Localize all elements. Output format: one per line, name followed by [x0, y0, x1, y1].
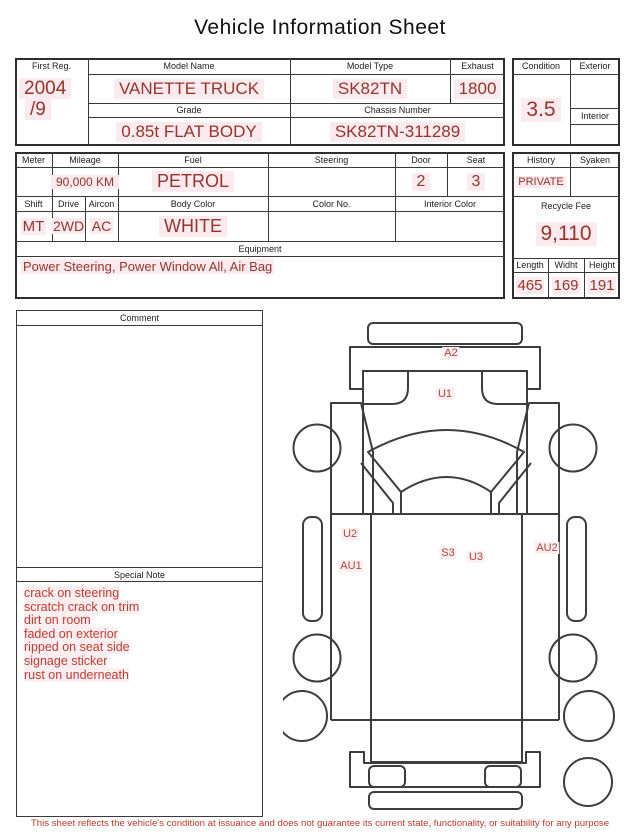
model-name-label: Model Name [163, 61, 215, 71]
damage-marker-a2: A2 [444, 347, 458, 359]
exhaust-value: 1800 [450, 74, 505, 103]
damage-marker-au2: AU2 [536, 542, 558, 554]
damage-marker-au1: AU1 [340, 560, 362, 572]
tailgate-shape [371, 720, 522, 762]
tail-light-left-shape [369, 766, 405, 787]
fuel-label: Fuel [184, 154, 202, 165]
special-note-line: faded on exterior [24, 626, 118, 641]
length-label: Length [516, 260, 544, 270]
damage-marker-u2: U2 [342, 528, 358, 540]
height-label: Height [588, 260, 615, 270]
exhaust-label: Exhaust [461, 61, 494, 71]
special-note-line: rust on underneath [24, 667, 129, 682]
condition-label: Condition [521, 61, 561, 71]
seat-label: Seat [466, 154, 486, 165]
spare-tire [564, 758, 612, 806]
steering-label: Steering [314, 154, 349, 165]
special-note-list [24, 587, 256, 682]
comment-label: Comment [119, 313, 159, 323]
exterior-label: Exterior [579, 61, 611, 71]
model-type-value: SK82TN [290, 74, 450, 103]
recycle-fee-value: 9,110 [512, 213, 620, 255]
damage-marker-u1: U1 [437, 388, 453, 400]
width-label: Widht [554, 260, 578, 270]
history-label: History [526, 154, 555, 165]
door-value: 2 [395, 167, 447, 196]
height-value: 191 [589, 277, 615, 294]
condition-value: 3.5 [512, 74, 570, 146]
body-frame-lines [331, 514, 559, 720]
seat-value: 3 [447, 167, 505, 196]
model-type-label: Model Type [346, 61, 394, 71]
grade-label: Grade [176, 105, 202, 115]
first-reg-year: 2004 [19, 78, 71, 99]
front-wheel-left [294, 425, 341, 472]
interior-color-value [395, 211, 505, 241]
first-reg-value [19, 78, 85, 120]
syaken-label: Syaken [579, 154, 611, 165]
length-value: 465 [517, 277, 543, 294]
cab-corner-right-shape [482, 371, 527, 404]
aircon-label: Aircon [88, 198, 115, 209]
interior-value [570, 124, 620, 146]
bed-shape [371, 514, 522, 720]
special-note-line: ripped on seat side [24, 640, 130, 655]
special-note-line: crack on steering [24, 586, 120, 600]
rear-wheel-left-1 [294, 635, 341, 682]
meter-value [15, 167, 52, 196]
width-value: 169 [553, 277, 579, 294]
interior-label: Interior [580, 111, 609, 121]
drive-label: Drive [57, 198, 79, 209]
shift-value: MT [22, 217, 45, 235]
aircon-value: AC [91, 218, 112, 234]
rear-wheel-right-2 [564, 691, 614, 741]
syaken-value [570, 167, 620, 196]
special-note-label: Special Note [113, 569, 166, 580]
equipment-value: Power Steering, Power Window All, Air Bag [23, 259, 273, 274]
front-wheel-right [550, 425, 597, 472]
damage-marker-s3: S3 [441, 547, 455, 559]
recycle-fee-label: Recycle Fee [540, 201, 592, 211]
page-title: Vehicle Information Sheet [194, 16, 446, 39]
color-no-label: Color No. [312, 198, 351, 209]
body-color-label: Body Color [170, 198, 216, 209]
model-name-value: VANETTE TRUCK [88, 74, 290, 103]
special-note-line: dirt on room [24, 613, 91, 628]
interior-color-label: Interior Color [423, 198, 477, 209]
exterior-value [570, 74, 620, 108]
color-no-value [268, 211, 395, 241]
tail-light-right-shape [485, 766, 521, 787]
chassis-number-value: SK82TN-311289 [290, 117, 505, 146]
steering-value [268, 167, 395, 196]
special-note-line: signage sticker [24, 653, 108, 668]
footer-disclaimer: This sheet reflects the vehicle's condition at issuance and does not guarantee its current state, functionality, or suitability for any purpose [30, 818, 610, 829]
first-reg-month: /9 [25, 99, 51, 120]
rear-wheel-right-1 [550, 635, 597, 682]
grade-value: 0.85t FLAT BODY [88, 117, 290, 146]
shift-label: Shift [24, 198, 43, 209]
mileage-value: 90,000 KM [52, 167, 118, 196]
chassis-number-label: Chassis Number [364, 105, 431, 115]
history-value: PRIVATE [518, 175, 564, 188]
body-color-value: WHITE [118, 211, 268, 241]
door-label: Door [411, 154, 431, 165]
side-rail-left-shape [303, 517, 322, 621]
damage-marker-u3: U3 [468, 551, 484, 563]
comment-box [16, 310, 263, 817]
equipment-label: Equipment [238, 243, 282, 254]
special-note-line: scratch crack on trim [24, 599, 140, 614]
front-bumper-shape [368, 323, 522, 344]
cab-corner-left-shape [363, 371, 408, 404]
first-reg-label: First Reg. [31, 61, 71, 71]
mileage-label: Mileage [69, 154, 101, 165]
rear-bar-shape [369, 792, 522, 809]
drive-value: 2WD [52, 218, 85, 234]
fuel-value: PETROL [118, 167, 268, 196]
side-rail-right-shape [567, 517, 586, 621]
rear-wheel-left-2 [283, 691, 327, 741]
meter-label: Meter [21, 154, 45, 165]
